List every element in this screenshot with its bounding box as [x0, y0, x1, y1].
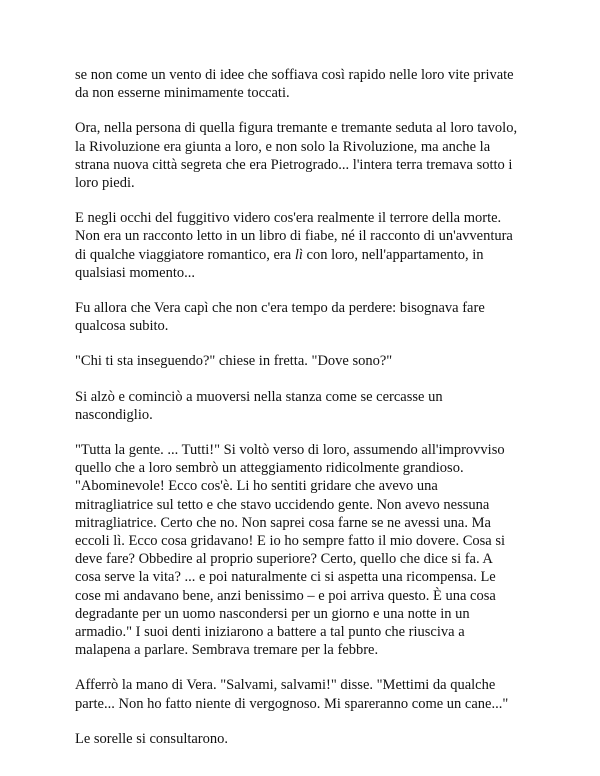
text-line: Fu allora che Vera capì che non c'era tempo da perdere: bisognava fare	[75, 300, 485, 317]
text-line: Le sorelle si consultarono.	[75, 730, 229, 747]
paragraph-7	[75, 441, 530, 659]
text-line: strana nuova città segreta che era Pietrogrado... l'intera terra tremava sotto i	[75, 156, 513, 173]
text-line: qualsiasi momento...	[75, 264, 196, 281]
text-line: E negli occhi del fuggitivo videro cos'era realmente il terrore della morte.	[75, 210, 502, 227]
text-line: se non come un vento di idee che soffiava così rapido nelle loro vite private	[75, 67, 514, 83]
text-line: cosa serve la vita? ... e poi naturalmente ci si aspetta una ricompensa. Le	[75, 569, 496, 586]
text-line: la Rivoluzione era giunta a loro, e non solo la Rivoluzione, ma anche la	[75, 138, 491, 155]
text-line: da non esserne minimamente toccati.	[75, 85, 290, 102]
paragraph-3	[75, 209, 530, 282]
text-segment: di qualche viaggiatore romantico, era	[75, 246, 295, 263]
text-segment: con loro, nell'appartamento, in	[302, 246, 484, 263]
text-line: degradante per un uomo nascondersi per un giorno e una notte in un	[75, 605, 470, 622]
text-line: eccoli lì. Ecco cosa gridavano! E io ho sempre fatto il mio dovere. Cosa si	[75, 533, 506, 550]
text-line: Non era un racconto letto in un libro di fiabe, né il racconto di un'avventura	[75, 228, 513, 245]
text-line: nascondiglio.	[75, 406, 153, 423]
italic-word: lì	[294, 246, 303, 263]
text-line: qualcosa subito.	[75, 318, 169, 335]
paragraph-9	[75, 730, 530, 748]
text-line: "Chi ti sta inseguendo?" chiese in fretta. "Dove sono?"	[75, 353, 393, 370]
paragraph-4	[75, 299, 530, 335]
paragraph-5	[75, 352, 530, 370]
text-line: quello che a loro sembrò un atteggiamento ridicolmente grandioso.	[75, 460, 464, 477]
paragraph-1	[75, 66, 530, 102]
paragraph-8	[75, 676, 530, 712]
text-line: deve fare? Obbedire al proprio superiore? Certo, quello che dice si fa. A	[75, 551, 493, 568]
document-page	[75, 66, 530, 765]
text-line: "Abominevole! Ecco cos'è. Li ho sentiti gridare che avevo una	[75, 478, 438, 495]
text-line: mitragliatrice. Certo che no. Non saprei cosa farne se ne avessi una. Ma	[75, 514, 491, 531]
text-line: Afferrò la mano di Vera. "Salvami, salvami!" disse. "Mettimi da qualche	[75, 677, 496, 694]
paragraph-6	[75, 388, 530, 424]
paragraph-2	[75, 119, 530, 192]
text-line: malapena a parlare. Sembrava tremare per la febbre.	[75, 642, 379, 659]
text-line: cose mi andavano bene, anzi benissimo – e poi arriva questo. È una cosa	[75, 587, 496, 604]
text-line: Si alzò e cominciò a muoversi nella stanza come se cercasse un	[75, 388, 443, 405]
text-line: "Tutta la gente. ... Tutti!" Si voltò verso di loro, assumendo all'improvviso	[75, 442, 505, 459]
text-line: mitragliatrice sul tetto e che stavo uccidendo gente. Non avevo nessuna	[75, 496, 490, 513]
text-line: parte... Non ho fatto niente di vergognoso. Mi spareranno come un cane..."	[75, 695, 509, 712]
text-line: armadio." I suoi denti iniziarono a battere a tal punto che riusciva a	[75, 624, 465, 641]
text-line: Ora, nella persona di quella figura tremante e tremante seduta al loro tavolo,	[75, 120, 518, 137]
text-line: loro piedi.	[75, 175, 135, 192]
text-line	[75, 246, 530, 264]
